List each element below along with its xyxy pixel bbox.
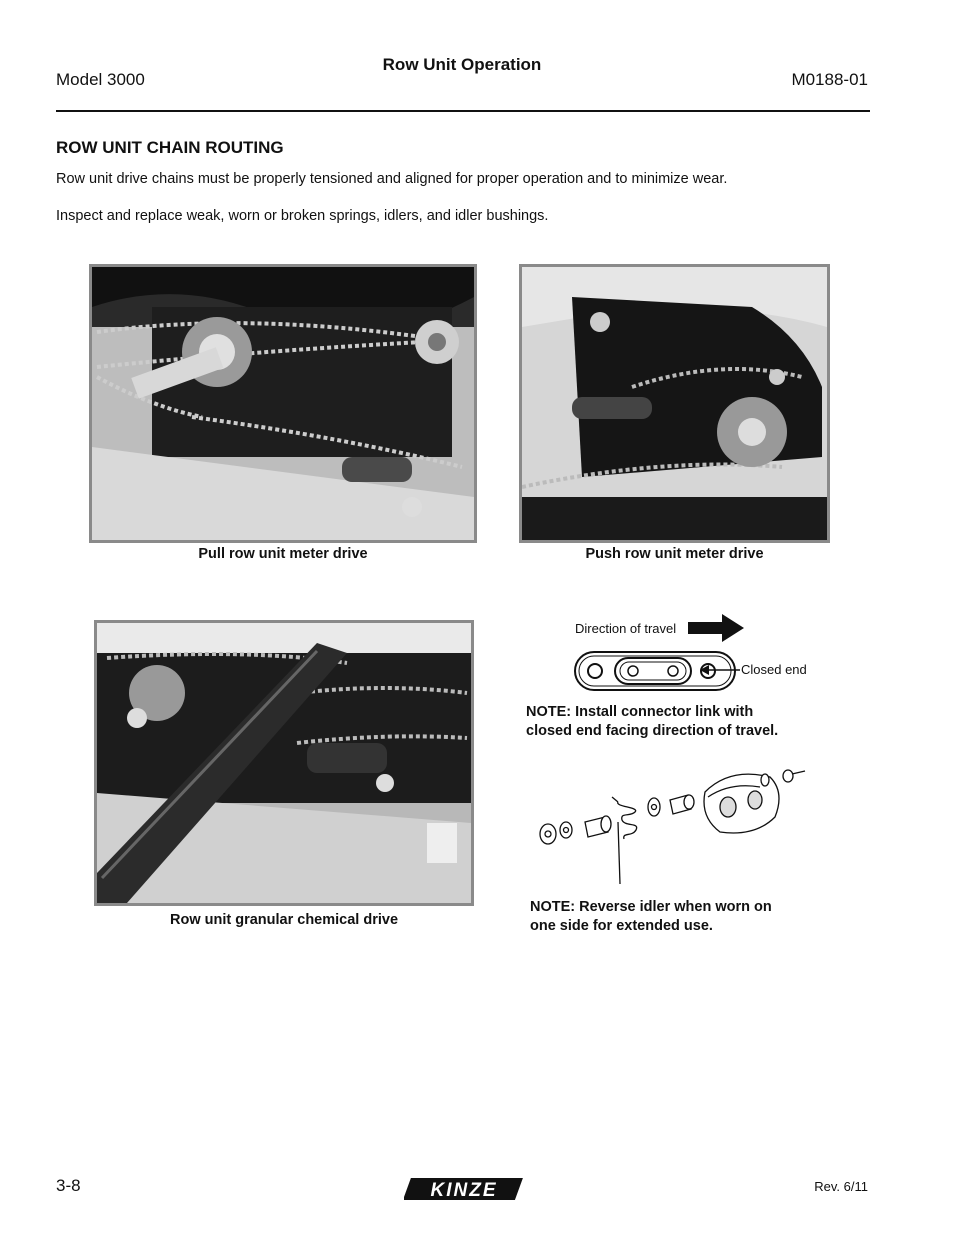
- label-direction-of-travel: Direction of travel: [575, 621, 677, 636]
- note-idler-line-1: NOTE: Reverse idler when worn on: [530, 899, 772, 915]
- header-doc-number: M0188-01: [791, 70, 868, 89]
- page-number: 3-8: [56, 1176, 81, 1195]
- revision-date: Rev. 6/11: [814, 1179, 868, 1194]
- photo-granular-chemical-drive: [94, 620, 474, 906]
- paragraph-inspect: Inspect and replace weak, worn or broken springs, idlers, and idler bushings.: [56, 208, 549, 224]
- note-connector-link: [526, 703, 778, 741]
- photo-push-meter-drive: [519, 264, 830, 543]
- note-connector-line-2: closed end facing direction of travel.: [526, 723, 779, 739]
- note-idler-line-2: one side for extended use.: [530, 918, 713, 934]
- kinze-logo: [404, 1175, 524, 1208]
- paragraph-tension: Row unit drive chains must be properly tensioned and aligned for proper operation and to minimize wear.: [56, 171, 728, 187]
- photo-pull-meter-drive: [89, 264, 477, 543]
- label-closed-end: Closed end: [741, 662, 807, 677]
- section-title: ROW UNIT CHAIN ROUTING: [56, 138, 284, 157]
- svg-text:KINZE: KINZE: [430, 1180, 498, 1201]
- header-section-title: Row Unit Operation: [382, 55, 542, 74]
- caption-granular-chemical-drive: Row unit granular chemical drive: [169, 912, 399, 928]
- note-connector-line-1: NOTE: Install connector link with: [526, 704, 754, 720]
- direction-arrow-icon: [688, 613, 746, 643]
- caption-push-meter-drive: Push row unit meter drive: [585, 546, 764, 562]
- caption-pull-meter-drive: Pull row unit meter drive: [198, 546, 368, 562]
- note-reverse-idler: [530, 898, 772, 936]
- closed-end-pointer-icon: [700, 664, 740, 676]
- header-model: Model 3000: [56, 70, 145, 89]
- header-divider: [56, 110, 870, 112]
- idler-exploded-diagram: [530, 762, 810, 887]
